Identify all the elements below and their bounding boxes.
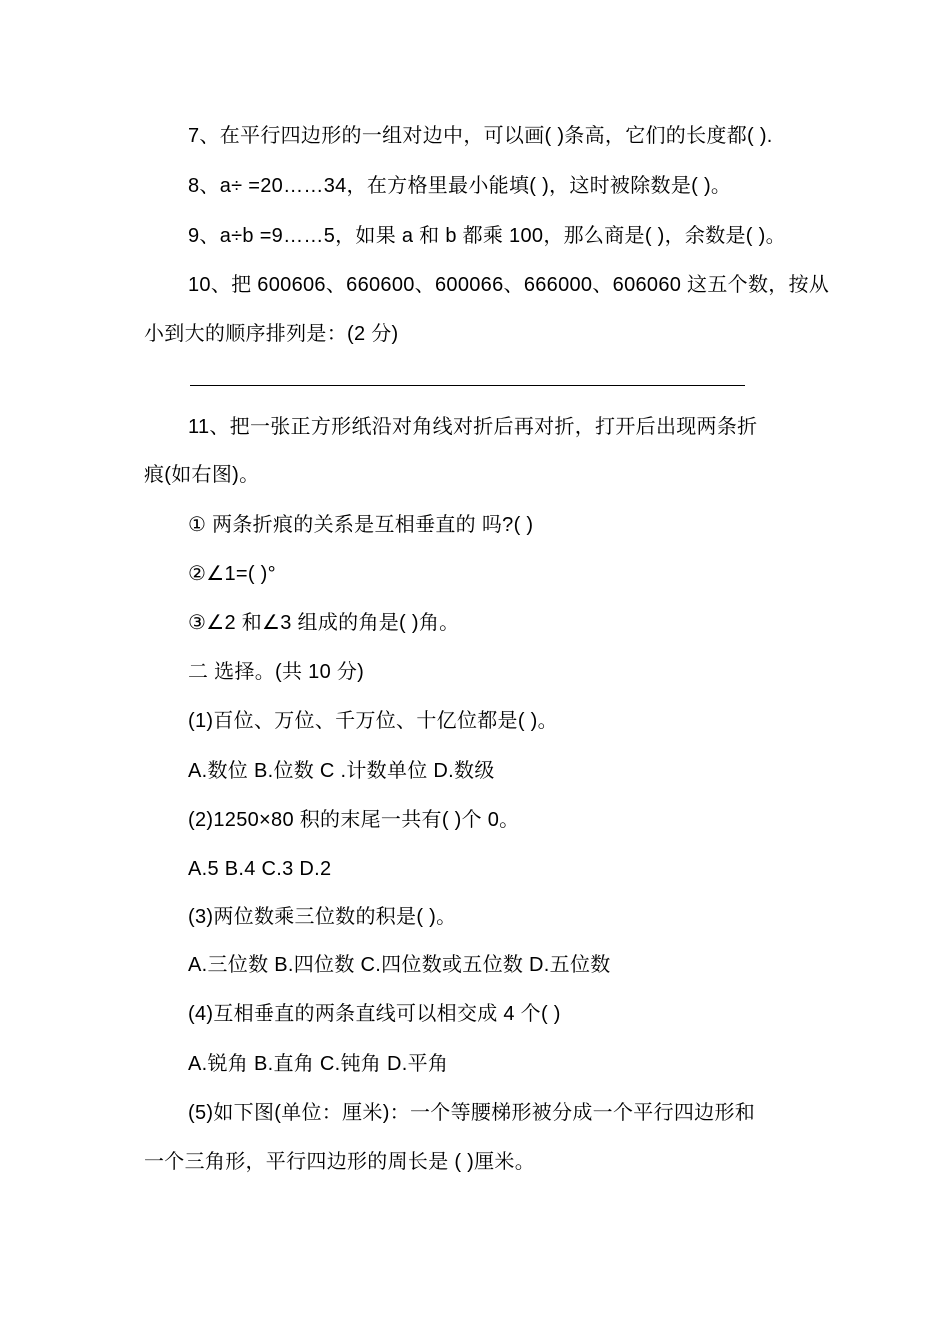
question-11-line-2: 痕(如右图)。 [144,464,260,486]
question-11-part-1: ① 两条折痕的关系是互相垂直的 吗?( ) [188,514,534,536]
choice-question-5-line-2: 一个三角形，平行四边形的周长是 ( )厘米。 [144,1151,536,1173]
choice-question-1: (1)百位、万位、千万位、十亿位都是( )。 [188,710,558,732]
choice-question-2: (2)1250×80 积的末尾一共有( )个 0。 [188,809,520,831]
choice-question-3: (3)两位数乘三位数的积是( )。 [188,906,457,928]
choice-options-4: A.锐角 B.直角 C.钝角 D.平角 [188,1053,449,1075]
question-10-line-2: 小到大的顺序排列是：(2 分) [144,323,399,345]
question-7: 7、在平行四边形的一组对边中，可以画( )条高，它们的长度都( ). [188,125,773,147]
question-10-line-1: 10、把 600606、660600、600066、666000、606060 这五个数，按从 [188,274,830,296]
choice-question-5-line-1: (5)如下图(单位：厘米)：一个等腰梯形被分成一个平行四边形和 [188,1102,756,1124]
question-9: 9、a÷b =9……5，如果 a 和 b 都乘 100，那么商是( )，余数是( )。 [188,225,786,247]
answer-blank-line [190,385,745,386]
question-11-line-1: 11、把一张正方形纸沿对角线对折后再对折，打开后出现两条折 [188,416,758,438]
question-11-part-3: ③∠2 和∠3 组成的角是( )角。 [188,612,460,634]
question-11-part-2: ②∠1=( )° [188,563,276,585]
choice-question-4: (4)互相垂直的两条直线可以相交成 4 个( ) [188,1003,561,1025]
choice-options-2: A.5 B.4 C.3 D.2 [188,858,332,880]
choice-options-3: A.三位数 B.四位数 C.四位数或五位数 D.五位数 [188,954,611,976]
choice-options-1: A.数位 B.位数 C .计数单位 D.数级 [188,760,495,782]
section-heading: 二 选择。(共 10 分) [188,661,365,683]
question-8: 8、a÷ =20……34，在方格里最小能填( )，这时被除数是( )。 [188,175,732,197]
